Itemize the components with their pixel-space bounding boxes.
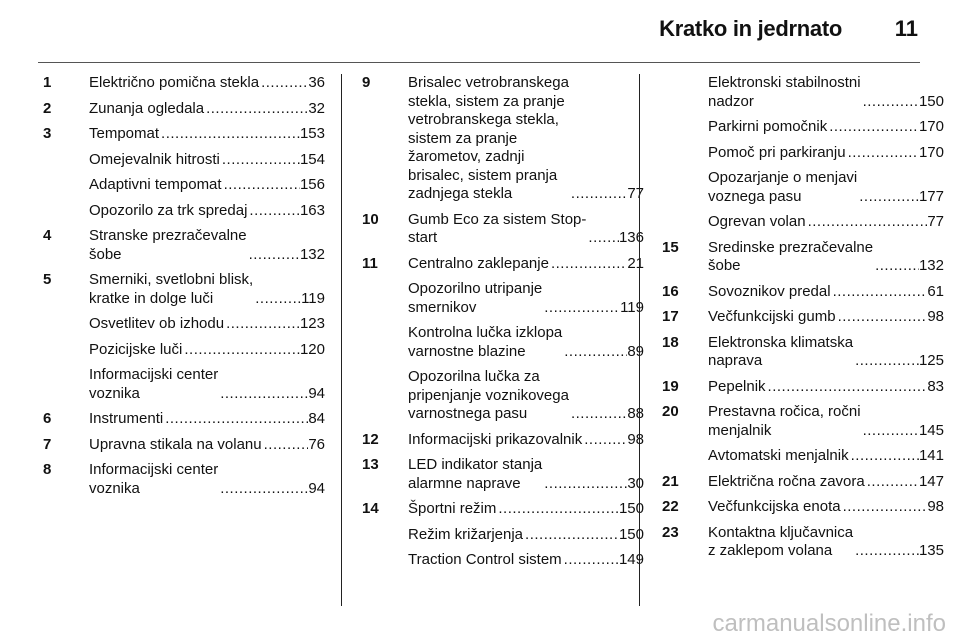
entry-label: Prestavna ročica, ročni menjalnik <box>708 403 861 439</box>
entry-label: Večfunkcijska enota <box>708 498 841 515</box>
index-entry <box>362 324 644 361</box>
leader-dots <box>841 498 928 517</box>
leader-dots <box>853 352 919 371</box>
entry-page: 76 <box>308 435 325 453</box>
column-divider <box>341 74 342 606</box>
entry-label: Opozorilno utripanje smernikov <box>408 280 543 316</box>
entry-page: 132 <box>299 245 325 263</box>
entry-page: 147 <box>918 472 944 490</box>
leader-dots <box>849 447 919 466</box>
entry-page: 150 <box>618 500 644 517</box>
leader-dots <box>523 526 619 545</box>
leader-dots <box>496 500 619 519</box>
entry-page: 125 <box>918 352 944 369</box>
index-entry <box>362 211 644 248</box>
watermark: carmanualsonline.info <box>712 610 946 637</box>
entry-page: 149 <box>618 551 644 568</box>
entry-label: Opozorilo za trk spredaj <box>89 201 248 219</box>
entry-label: Instrumenti <box>89 410 164 427</box>
index-entry <box>43 176 325 195</box>
entry-page: 153 <box>299 125 325 142</box>
entry-page: 98 <box>627 430 644 448</box>
entry-label: Pomoč pri parkiranju <box>708 143 846 161</box>
entry-label: Športni režim <box>408 500 497 517</box>
entry-label: Informacijski center voznika <box>89 366 219 402</box>
leader-dots <box>562 551 619 570</box>
entry-label: Upravna stikala na volanu <box>89 435 262 453</box>
index-column-3 <box>662 74 944 568</box>
leader-dots <box>224 315 300 334</box>
index-entry <box>362 456 644 493</box>
entry-number: 22 <box>662 498 679 515</box>
entry-page: 154 <box>299 150 325 168</box>
leader-dots <box>542 299 620 318</box>
leader-dots <box>562 343 627 362</box>
entry-page: 120 <box>299 340 325 358</box>
entry-page: 98 <box>927 308 944 325</box>
entry-label: Sredinske prezračevalne šobe <box>708 238 874 274</box>
index-entry <box>662 74 944 111</box>
entry-page: 94 <box>308 479 325 497</box>
index-entry <box>662 403 944 440</box>
entry-label: Stranske prezračevalne šobe <box>89 227 247 263</box>
leader-dots <box>163 410 308 429</box>
index-entry <box>662 144 944 163</box>
page-title: Kratko in jedrnato <box>659 16 842 41</box>
leader-dots <box>218 385 308 404</box>
index-entry <box>43 227 325 264</box>
leader-dots <box>159 125 300 144</box>
entry-label: Elektronska klimatska naprava <box>708 333 854 369</box>
entry-label: Informacijski center voznika <box>89 461 219 497</box>
leader-dots <box>218 480 308 499</box>
index-entry <box>43 436 325 455</box>
entry-number: 18 <box>662 333 679 351</box>
entry-number: 2 <box>43 99 52 117</box>
entry-page: 123 <box>299 315 325 332</box>
index-entry <box>662 239 944 276</box>
entry-number: 21 <box>662 472 679 490</box>
index-entry <box>43 341 325 360</box>
entry-page: 30 <box>627 474 644 492</box>
entry-page: 77 <box>627 185 644 202</box>
index-entry <box>362 551 644 570</box>
entry-number: 17 <box>662 308 679 325</box>
entry-label: LED indikator stanja alarmne naprave <box>408 456 543 492</box>
index-entry <box>362 255 644 274</box>
entry-page: 177 <box>918 187 944 205</box>
entry-page: 163 <box>299 201 325 219</box>
leader-dots <box>857 188 919 207</box>
entry-number: 5 <box>43 271 52 288</box>
entry-number: 1 <box>43 74 52 91</box>
leader-dots <box>247 246 300 265</box>
entry-page: 77 <box>927 213 944 230</box>
leader-dots <box>766 378 928 397</box>
index-entry <box>43 315 325 334</box>
index-entry <box>662 169 944 206</box>
entry-number: 9 <box>362 74 371 91</box>
entry-label: Traction Control sistem <box>408 551 562 568</box>
entry-page: 150 <box>618 525 644 543</box>
index-entry <box>362 500 644 519</box>
index-entry <box>662 378 944 397</box>
entry-number: 8 <box>43 461 52 478</box>
entry-page: 94 <box>308 384 325 402</box>
index-entry <box>43 366 325 403</box>
entry-label: Brisalec vetrobranskega stekla, sistem za pranje vetrobranskega stekla, sistem za pranje žarometov, zadnji brisalec, sistem pranja zadnjega stekla <box>408 74 569 202</box>
leader-dots <box>831 283 928 302</box>
entry-number: 13 <box>362 456 379 473</box>
entry-label: Informacijski prikazovalnik <box>408 430 583 448</box>
index-column-1 <box>43 74 325 505</box>
leader-dots <box>569 185 627 204</box>
entry-label: Gumb Eco za sistem Stop- start <box>408 210 587 246</box>
leader-dots <box>259 74 308 93</box>
index-entry <box>662 473 944 492</box>
entry-page: 135 <box>918 542 944 559</box>
entry-number: 23 <box>662 523 679 541</box>
index-entry <box>43 410 325 429</box>
entry-number: 6 <box>43 410 52 427</box>
index-entry <box>43 461 325 498</box>
entry-label: Električna ročna zavora <box>708 472 865 490</box>
entry-page: 21 <box>627 254 644 272</box>
index-entry <box>662 334 944 371</box>
entry-label: Režim križarjenja <box>408 525 524 543</box>
index-entry <box>662 498 944 517</box>
index-entry <box>362 431 644 450</box>
entry-page: 32 <box>308 99 325 117</box>
index-entry <box>362 368 644 424</box>
leader-dots <box>586 229 619 248</box>
entry-number: 16 <box>662 282 679 300</box>
entry-number: 12 <box>362 430 379 448</box>
leader-dots <box>220 151 300 170</box>
entry-page: 61 <box>927 282 944 300</box>
page-number: 11 <box>894 16 918 41</box>
index-entry <box>43 100 325 119</box>
index-entry <box>362 280 644 317</box>
entry-label: Elektronski stabilnostni nadzor <box>708 74 861 110</box>
entry-label: Omejevalnik hitrosti <box>89 150 220 168</box>
entry-page: 89 <box>627 342 644 360</box>
index-entry <box>362 526 644 545</box>
entry-label: Večfunkcijski gumb <box>708 308 836 325</box>
leader-dots <box>569 405 627 424</box>
leader-dots <box>873 257 919 276</box>
entry-number: 20 <box>662 403 679 420</box>
index-entry <box>662 283 944 302</box>
entry-number: 10 <box>362 210 379 228</box>
entry-number: 19 <box>662 377 679 395</box>
entry-page: 36 <box>308 74 325 91</box>
leader-dots <box>542 475 627 494</box>
entry-page: 150 <box>918 92 944 110</box>
column-divider <box>639 74 640 606</box>
entry-number: 7 <box>43 435 52 453</box>
entry-page: 145 <box>918 421 944 439</box>
index-entry <box>43 151 325 170</box>
entry-label: Centralno zaklepanje <box>408 254 549 272</box>
index-entry <box>43 271 325 308</box>
entry-page: 84 <box>308 410 325 427</box>
leader-dots <box>222 176 300 195</box>
entry-label: Ogrevan volan <box>708 213 806 230</box>
entry-label: Sovoznikov predal <box>708 282 831 300</box>
index-entry <box>662 213 944 232</box>
entry-page: 141 <box>918 447 944 464</box>
entry-label: Osvetlitev ob izhodu <box>89 315 225 332</box>
index-entry <box>662 524 944 561</box>
entry-page: 170 <box>918 118 944 135</box>
entry-label: Parkirni pomočnik <box>708 118 828 135</box>
leader-dots <box>582 431 627 450</box>
leader-dots <box>865 473 919 492</box>
index-entry <box>43 125 325 144</box>
entry-page: 132 <box>918 257 944 274</box>
leader-dots <box>247 202 300 221</box>
page-header <box>40 0 920 62</box>
entry-number: 14 <box>362 500 379 517</box>
index-entry <box>662 447 944 466</box>
entry-label: Smerniki, svetlobni blisk, kratke in dolge luči <box>89 271 254 307</box>
leader-dots <box>861 93 919 112</box>
entry-label: Opozorilna lučka za pripenjanje voznikovega varnostnega pasu <box>408 368 569 422</box>
leader-dots <box>846 144 919 163</box>
entry-page: 136 <box>618 229 644 246</box>
leader-dots <box>806 213 928 232</box>
leader-dots <box>827 118 919 137</box>
leader-dots <box>549 255 627 274</box>
entry-label: Pozicijske luči <box>89 340 183 358</box>
entry-label: Tempomat <box>89 125 160 142</box>
entry-page: 170 <box>918 143 944 161</box>
leader-dots <box>853 542 919 561</box>
leader-dots <box>861 422 919 441</box>
entry-page: 156 <box>299 176 325 193</box>
index-entry <box>662 308 944 327</box>
leader-dots <box>253 290 301 309</box>
entry-label: Pepelnik <box>708 377 766 395</box>
leader-dots <box>182 341 300 360</box>
index-column-2 <box>362 74 644 577</box>
index-entry <box>43 202 325 221</box>
entry-page: 83 <box>927 377 944 395</box>
leader-dots <box>262 436 309 455</box>
entry-number: 4 <box>43 227 52 244</box>
entry-label: Električno pomična stekla <box>89 74 260 91</box>
entry-label: Adaptivni tempomat <box>89 176 222 193</box>
index-entry <box>362 74 644 204</box>
leader-dots <box>836 308 928 327</box>
entry-label: Avtomatski menjalnik <box>708 447 849 464</box>
entry-page: 98 <box>927 498 944 515</box>
entry-label: Kontrolna lučka izklopa varnostne blazine <box>408 324 563 360</box>
entry-page: 88 <box>627 405 644 422</box>
entry-label: Zunanja ogledala <box>89 99 205 117</box>
entry-label: Kontaktna ključavnica z zaklepom volana <box>708 523 854 559</box>
entry-label: Opozarjanje o menjavi voznega pasu <box>708 169 858 205</box>
entry-page: 119 <box>620 298 644 316</box>
entry-number: 15 <box>662 238 679 256</box>
entry-number: 11 <box>362 254 378 272</box>
index-entry <box>43 74 325 93</box>
header-rule <box>38 62 920 63</box>
entry-number: 3 <box>43 125 52 142</box>
index-entry <box>662 118 944 137</box>
entry-page: 119 <box>301 289 325 307</box>
leader-dots <box>204 100 308 119</box>
